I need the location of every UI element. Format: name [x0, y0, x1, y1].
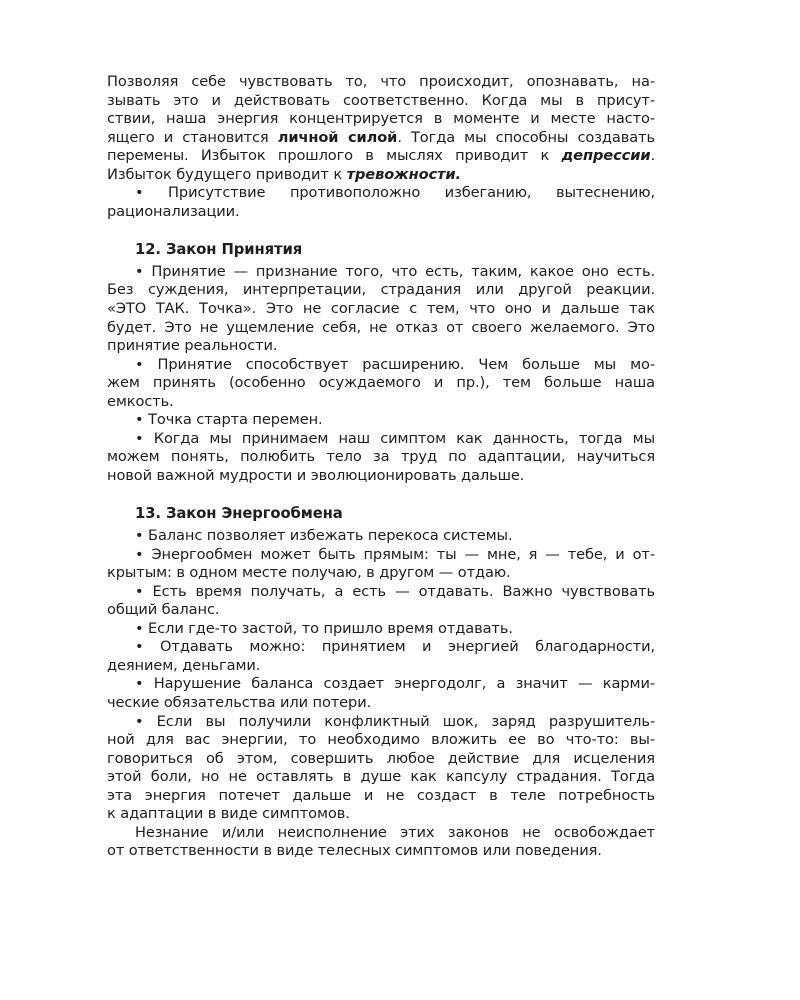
text-line: • Нарушение баланса создает энергодолг, а значит — карми- [135, 675, 655, 693]
text-line: • Баланс позволяет избежать перекоса системы. [135, 527, 513, 545]
text-line: рационализации. [107, 202, 240, 220]
text-line: деянием, деньгами. [107, 656, 261, 674]
text-line: от ответственности в виде телесных симптомов или поведения. [107, 842, 602, 860]
text-line: ной для вас энергии, то необходимо вложить ее во что-то: вы- [107, 731, 655, 749]
text-line: • Когда мы принимаем наш симптом как данность, тогда мы [135, 429, 655, 447]
text-line: можем понять, полюбить тело за труд по адаптации, научиться [107, 448, 655, 466]
section-heading-energy-exchange: 13. Закон Энергообмена [135, 505, 343, 523]
text-line: новой важной мудрости и эволюционировать дальше. [107, 466, 525, 484]
text-line: • Отдавать можно: принятием и энергией благодарности, [135, 638, 655, 656]
text-line: эта энергия потечет дальше и не создаст в теле потребность [107, 786, 655, 804]
text-line: • Присутствие противоположно избеганию, вытеснению, [135, 184, 655, 202]
text-line: ческие обязательства или потери. [107, 693, 372, 711]
text-line: крытым: в одном месте получаю, в другом — отдаю. [107, 564, 511, 582]
text-line: «ЭТО ТАК. Точка». Это не согласие с тем, что оно и дальше так [107, 300, 655, 318]
text-line: емкость. [107, 392, 174, 410]
page-text-block [107, 73, 655, 861]
text-line [107, 129, 655, 148]
text-line: • Есть время получать, а есть — отдавать. Важно чувствовать [135, 582, 655, 600]
text-line: • Принятие способствует расширению. Чем больше мы мо- [135, 355, 655, 373]
text-fragment: Избыток будущего приводит к [107, 165, 347, 183]
text-line: принятие реальности. [107, 337, 278, 355]
text-line: ствии, наша энергия концентрируется в моменте и месте насто- [107, 110, 655, 128]
emphasis-anxiety: тревожности. [346, 165, 461, 183]
text-line [107, 147, 655, 166]
text-line: • Принятие — признание того, что есть, таким, какое оно есть. [135, 262, 655, 280]
text-fragment: . Тогда мы способны создавать [397, 128, 655, 146]
text-line: Незнание и/или неисполнение этих законов не освобождает [135, 823, 655, 841]
emphasis-depression: депрессии [561, 147, 651, 165]
text-line: Позволяя себе чувствовать то, что происходит, опознавать, на- [107, 73, 655, 90]
text-line: Без суждения, интерпретации, страдания или другой реакции. [107, 281, 655, 299]
text-fragment: перемены. Избыток прошлого в мыслях приводит к [107, 147, 562, 165]
text-line: говориться об этом, совершить любое действие для исцеления [107, 749, 655, 767]
text-line: зывать это и действовать соответственно. Когда мы в присут- [107, 91, 655, 109]
text-line: • Энергообмен может быть прямым: ты — мне, я — тебе, и от- [135, 545, 655, 563]
text-line: этой боли, но не оставлять в душе как капсулу страдания. Тогда [107, 768, 655, 786]
text-line: • Если где-то застой, то пришло время отдавать. [135, 619, 513, 637]
section-heading-acceptance: 12. Закон Принятия [135, 241, 303, 259]
text-line: жем принять (особенно осуждаемого и пр.), тем больше наша [107, 374, 655, 392]
text-fragment: . [650, 147, 655, 165]
text-line: к адаптации в виде симптомов. [107, 805, 350, 823]
emphasis-personal-power: личной силой [277, 128, 398, 146]
text-line: • Точка старта перемен. [135, 411, 323, 429]
text-line [107, 166, 655, 185]
text-line: • Если вы получили конфликтный шок, заряд разрушитель- [135, 712, 655, 730]
text-line: общий баланс. [107, 601, 220, 619]
text-line: будет. Это не ущемление себя, не отказ от своего желаемого. Это [107, 318, 655, 336]
text-fragment: ящего и становится [107, 128, 278, 146]
